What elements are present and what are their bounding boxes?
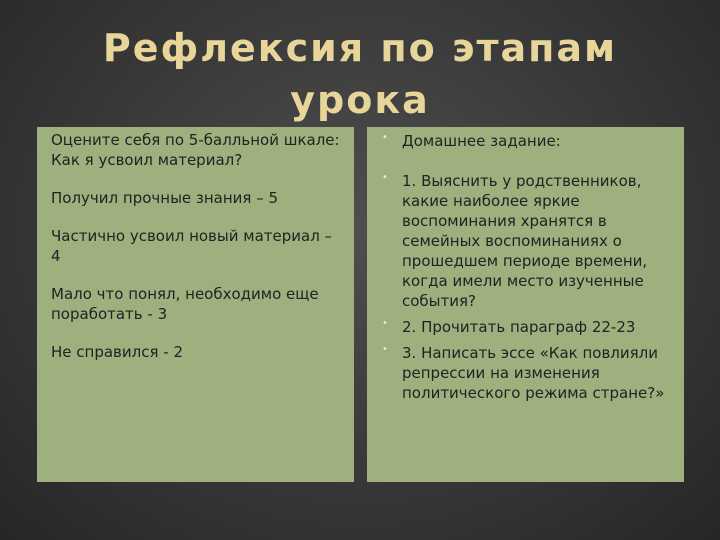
- slide-title: [0, 22, 720, 126]
- homework-heading: Домашнее задание:: [402, 132, 561, 150]
- homework-task-3-text: 3. Написать эссе «Как повлияли репрессии на изменения политического режима стране?»: [402, 344, 665, 402]
- bullet-icon: •: [382, 172, 388, 183]
- bullet-icon: •: [382, 318, 388, 329]
- grade-3-option-line-2: поработать - 3: [51, 305, 168, 323]
- homework-panel: [367, 127, 684, 482]
- self-assessment-panel: [37, 127, 354, 482]
- grade-3-option-line-1: Мало что понял, необходимо еще: [51, 285, 319, 303]
- assessment-question: Оцените себя по 5-балльной шкале: Как я усвоил материал?: [51, 131, 340, 169]
- grade-4-option: Частично усвоил новый материал – 4: [51, 227, 333, 265]
- homework-task-1: [382, 171, 674, 311]
- homework-task-2-text: 2. Прочитать параграф 22-23: [402, 318, 636, 336]
- bullet-icon: •: [382, 344, 388, 355]
- slide-title-line-2: урока: [290, 78, 430, 122]
- slide-title-line-1: Рефлексия по этапам: [102, 26, 618, 70]
- grade-5-option: Получил прочные знания – 5: [51, 189, 279, 207]
- homework-task-2: [382, 317, 674, 337]
- bullet-icon: •: [382, 132, 388, 143]
- homework-task-1-text: 1. Выяснить у родственников, какие наиболее яркие воспоминания хранятся в семейных воспоминаниях о прошедшем периоде времени, когда имели место изученные события?: [402, 172, 648, 310]
- homework-heading-item: [382, 131, 674, 151]
- homework-task-3: [382, 343, 674, 403]
- grade-2-option: Не справился - 2: [51, 343, 183, 361]
